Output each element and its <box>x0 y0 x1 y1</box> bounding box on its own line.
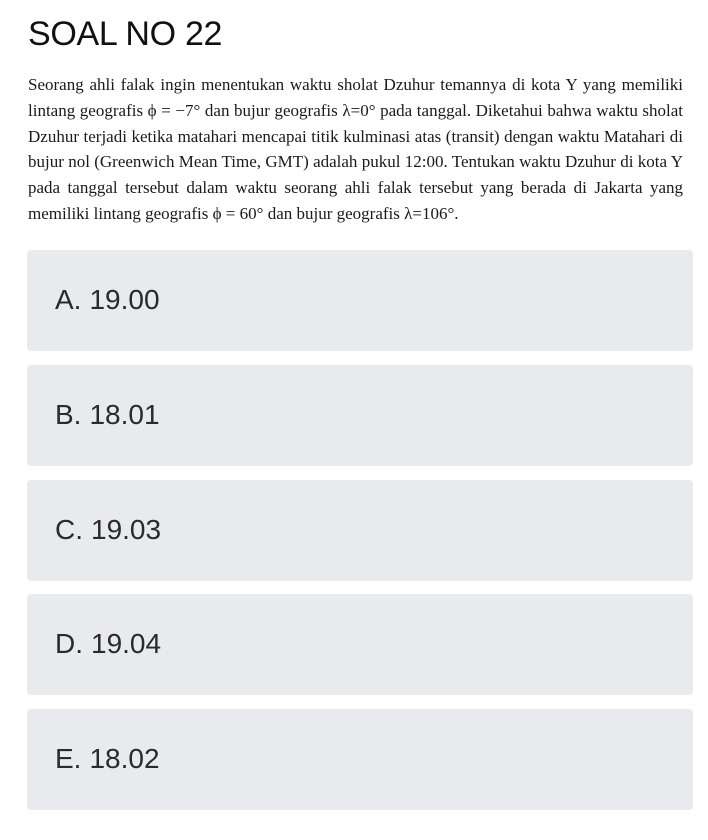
option-label <box>55 395 160 435</box>
page-title: SOAL NO 22 <box>28 15 223 53</box>
option-value: 18.02 <box>89 743 160 774</box>
question-text-part: Seorang ahli falak ingin menentukan waktu sholat Dzuhur temannya di kota Y yang memiliki lintang geografis <box>28 75 683 120</box>
option-letter: E. <box>55 743 82 774</box>
latitude-value: ϕ = −7° <box>147 100 201 120</box>
option-value: 19.04 <box>91 628 162 659</box>
option-c[interactable] <box>27 480 693 581</box>
option-label <box>55 510 161 550</box>
option-e[interactable] <box>27 709 693 810</box>
option-value: 19.03 <box>91 514 162 545</box>
option-b[interactable] <box>27 365 693 466</box>
question-text-part: dan bujur geografis <box>263 203 405 223</box>
option-label <box>55 280 160 320</box>
option-value: 19.00 <box>89 284 160 315</box>
question-text <box>28 72 683 227</box>
latitude-value: ϕ = 60° <box>212 203 264 223</box>
option-label <box>55 739 160 779</box>
option-d[interactable] <box>27 594 693 695</box>
option-letter: C. <box>55 514 83 545</box>
option-letter: B. <box>55 399 82 430</box>
question-text-part: dan bujur geografis <box>200 100 343 120</box>
option-label <box>55 624 161 664</box>
longitude-value: λ=0° <box>342 100 376 120</box>
longitude-value: λ=106° <box>404 203 455 223</box>
option-letter: A. <box>55 284 82 315</box>
option-a[interactable] <box>27 250 693 351</box>
option-letter: D. <box>55 628 83 659</box>
question-text-part: . <box>454 203 459 223</box>
option-value: 18.01 <box>89 399 160 430</box>
question-text-part: pada tanggal. Diketahui bahwa waktu sholat Dzuhur terjadi ketika matahari mencapai titik kulminasi atas (transit) dengan waktu Matahari di bujur nol (Greenwich Mean Time, GMT) adalah pukul 12:00. Tentukan waktu Dzuhur di kota Y pada tanggal tersebut dalam waktu seorang ahli falak tersebut yang berada di Jakarta yang memiliki lintang geografis <box>28 100 684 223</box>
